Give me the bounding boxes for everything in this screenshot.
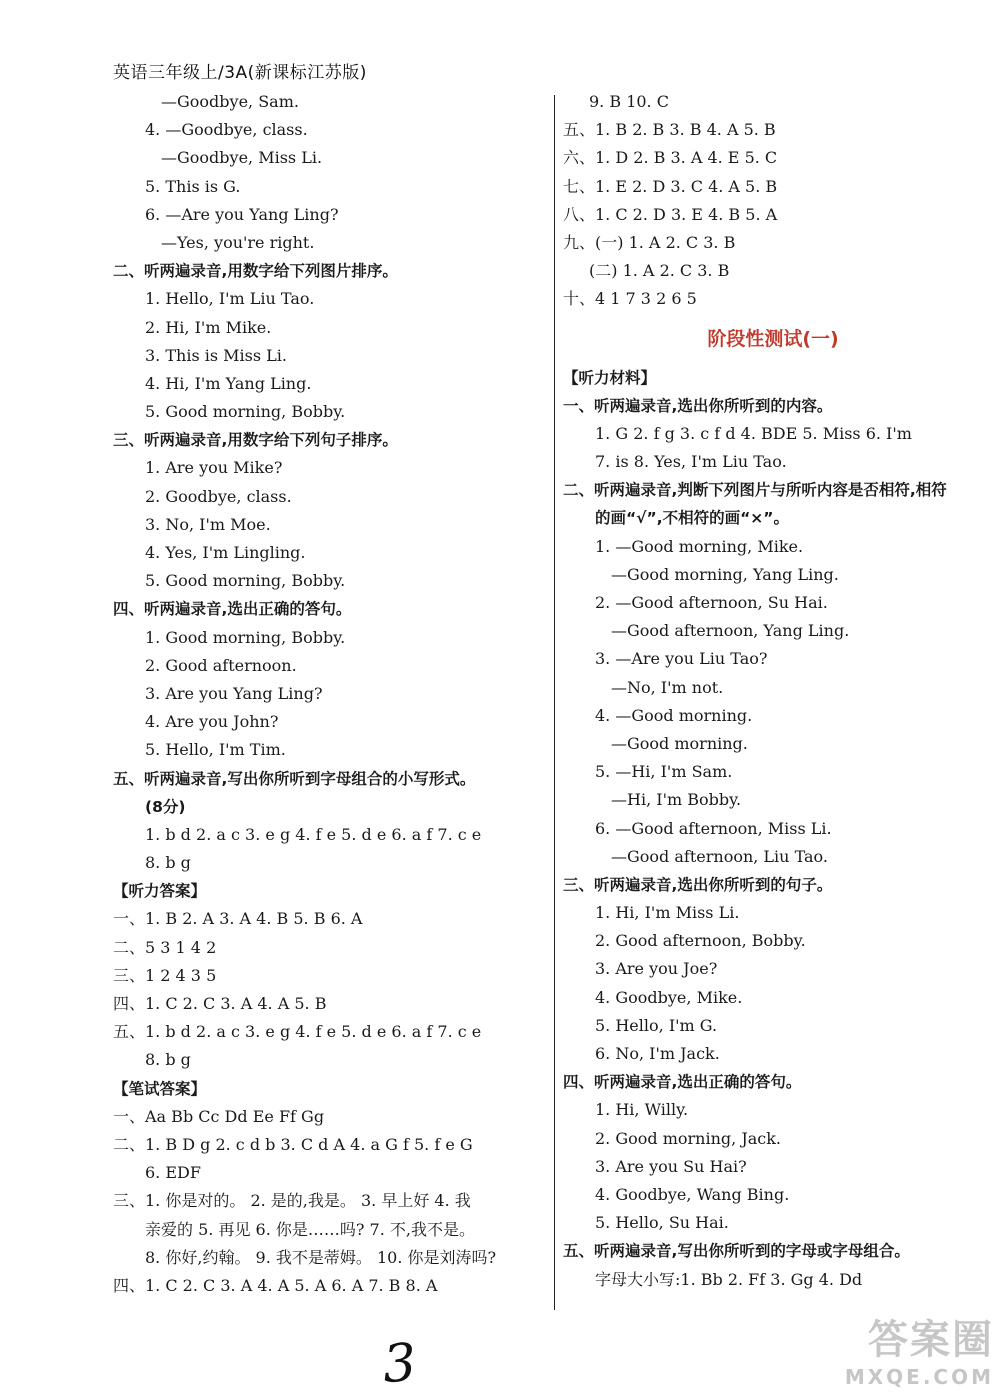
answer-line: 8. b g xyxy=(145,853,191,873)
answer-line: 字母大小写:1. Bb 2. Ff 3. Gg 4. Dd xyxy=(595,1269,863,1289)
answer-line: 四、1. C 2. C 3. A 4. A 5. A 6. A 7. B 8. A xyxy=(113,1275,438,1295)
section-heading: (8分) xyxy=(145,797,186,816)
answer-line: 6. —Are you Yang Ling? xyxy=(145,204,339,224)
answer-line: 1. —Good morning, Mike. xyxy=(595,536,804,556)
answer-line: 5. Hello, I'm Tim. xyxy=(145,740,286,760)
answer-line: 5. Hello, Su Hai. xyxy=(595,1213,729,1233)
answer-line: 2. Goodbye, class. xyxy=(145,486,292,506)
answer-line: 6. —Good afternoon, Miss Li. xyxy=(595,818,832,838)
answer-line: 亲爱的 5. 再见 6. 你是……吗? 7. 不,我不是。 xyxy=(145,1219,475,1239)
answer-line: 九、(一) 1. A 2. C 3. B xyxy=(563,232,736,252)
answer-line: 一、Aa Bb Cc Dd Ee Ff Gg xyxy=(113,1106,325,1126)
section-heading: 三、听两遍录音,用数字给下列句子排序。 xyxy=(113,431,398,450)
answer-line: 1. Good morning, Bobby. xyxy=(145,627,346,647)
section-heading: 五、听两遍录音,写出你所听到字母组合的小写形式。 xyxy=(113,769,476,788)
answer-line: 4. Yes, I'm Lingling. xyxy=(145,543,306,562)
answer-line: 6. EDF xyxy=(145,1163,201,1183)
answer-line: 4. Goodbye, Mike. xyxy=(595,987,743,1007)
answer-line: 1. b d 2. a c 3. e g 4. f e 5. d e 6. a f 7. c e xyxy=(145,824,482,844)
running-header: 英语三年级上/3A(新课标江苏版) xyxy=(113,63,367,83)
answer-line: 七、1. E 2. D 3. C 4. A 5. B xyxy=(563,176,778,196)
answer-line: 1. Hello, I'm Liu Tao. xyxy=(145,289,315,309)
answer-line: 2. —Good afternoon, Su Hai. xyxy=(595,593,828,612)
page-number: 3 xyxy=(380,1332,419,1396)
answer-line: 3. This is Miss Li. xyxy=(145,345,287,365)
answer-line: 3. —Are you Liu Tao? xyxy=(595,649,768,669)
watermark-url: MXQE.COM xyxy=(844,1365,994,1389)
answer-line: 三、1. 你是对的。 2. 是的,我是。 3. 早上好 4. 我 xyxy=(113,1191,471,1211)
answer-line: 3. No, I'm Moe. xyxy=(145,514,271,534)
answer-line: 4. Goodbye, Wang Bing. xyxy=(595,1184,790,1204)
answer-line: 3. Are you Joe? xyxy=(595,959,718,979)
answer-line: —Good morning, Yang Ling. xyxy=(611,564,839,584)
answer-line: (二) 1. A 2. C 3. B xyxy=(589,261,730,281)
answer-line: 4. Are you John? xyxy=(145,712,279,732)
answer-line: 五、1. b d 2. a c 3. e g 4. f e 5. d e 6. a f 7. c e xyxy=(113,1022,482,1042)
column-divider xyxy=(554,95,555,1310)
left-column xyxy=(113,88,548,1300)
section-heading: 五、听两遍录音,写出你所听到的字母或字母组合。 xyxy=(563,1242,910,1261)
answer-line: 5. —Hi, I'm Sam. xyxy=(595,762,733,782)
answer-line: —No, I'm not. xyxy=(611,677,724,697)
answer-line: 4. —Goodbye, class. xyxy=(145,120,308,140)
answer-line: 8. b g xyxy=(145,1050,191,1070)
answer-line: 9. B 10. C xyxy=(589,92,669,111)
answer-line: 5. Good morning, Bobby. xyxy=(145,571,346,591)
section-heading: 【听力材料】 xyxy=(563,368,657,387)
answer-line: —Good afternoon, Yang Ling. xyxy=(611,621,850,641)
section-heading: 二、听两遍录音,用数字给下列图片排序。 xyxy=(113,262,398,281)
answer-line: —Good afternoon, Liu Tao. xyxy=(611,846,828,866)
answer-line: 五、1. B 2. B 3. B 4. A 5. B xyxy=(563,120,776,140)
answer-line: 十、4 1 7 3 2 6 5 xyxy=(563,289,697,309)
answer-line: 一、1. B 2. A 3. A 4. B 5. B 6. A xyxy=(113,909,363,929)
answer-line: 六、1. D 2. B 3. A 4. E 5. C xyxy=(563,148,778,168)
answer-line: 1. Hi, I'm Miss Li. xyxy=(595,903,740,923)
section-heading: 的画“√”,不相符的画“×”。 xyxy=(595,509,789,528)
section-heading: 【听力答案】 xyxy=(113,882,207,901)
answer-line: —Goodbye, Miss Li. xyxy=(161,148,323,168)
answer-line: 八、1. C 2. D 3. E 4. B 5. A xyxy=(563,204,778,224)
answer-line: 1. Are you Mike? xyxy=(145,458,283,478)
answer-line: 2. Good morning, Jack. xyxy=(595,1128,782,1148)
answer-line: 7. is 8. Yes, I'm Liu Tao. xyxy=(595,452,787,472)
section-heading: 三、听两遍录音,选出你所听到的句子。 xyxy=(563,875,833,894)
answer-line: 6. No, I'm Jack. xyxy=(595,1044,720,1063)
section-title: 阶段性测试(一) xyxy=(707,327,839,350)
answer-line: —Yes, you're right. xyxy=(161,232,315,252)
answer-line: 3. Are you Su Hai? xyxy=(595,1156,747,1176)
watermark-text: 答案圈 xyxy=(868,1317,994,1363)
section-heading: 【笔试答案】 xyxy=(113,1079,207,1098)
right-column xyxy=(563,88,983,1294)
answer-line: —Good morning. xyxy=(611,733,748,753)
answer-line: 三、1 2 4 3 5 xyxy=(113,965,217,985)
answer-line: 四、1. C 2. C 3. A 4. A 5. B xyxy=(113,994,327,1013)
answer-line: 4. —Good morning. xyxy=(595,705,753,725)
section-heading: 四、听两遍录音,选出正确的答句。 xyxy=(563,1073,802,1092)
right-column-answers xyxy=(563,88,983,314)
answer-line: 8. 你好,约翰。 9. 我不是蒂姆。 10. 你是刘涛吗? xyxy=(145,1247,497,1267)
section-heading: 一、听两遍录音,选出你所听到的内容。 xyxy=(563,396,833,415)
answer-line: 5. This is G. xyxy=(145,176,241,196)
answer-line: 2. Hi, I'm Mike. xyxy=(145,317,272,337)
answer-line: 4. Hi, I'm Yang Ling. xyxy=(145,373,312,393)
answer-line: 5. Good morning, Bobby. xyxy=(145,402,346,422)
answer-line: 5. Hello, I'm G. xyxy=(595,1015,718,1035)
section-heading: 四、听两遍录音,选出正确的答句。 xyxy=(113,600,352,619)
answer-line: 3. Are you Yang Ling? xyxy=(145,683,323,703)
watermark-logo xyxy=(845,1308,994,1389)
answer-line: —Hi, I'm Bobby. xyxy=(611,790,742,810)
answer-line: —Goodbye, Sam. xyxy=(161,92,299,111)
answer-line: 2. Good afternoon. xyxy=(145,655,297,675)
answer-line: 二、1. B D g 2. c d b 3. C d A 4. a G f 5. f e G xyxy=(113,1134,473,1154)
answer-line: 2. Good afternoon, Bobby. xyxy=(595,931,806,951)
right-column-listening-material xyxy=(563,364,983,1294)
answer-line: 1. G 2. f g 3. c f d 4. BDE 5. Miss 6. I'm xyxy=(595,423,912,443)
section-heading: 二、听两遍录音,判断下列图片与所听内容是否相符,相符 xyxy=(563,481,947,500)
answer-line: 1. Hi, Willy. xyxy=(595,1100,689,1120)
answer-line: 二、5 3 1 4 2 xyxy=(113,937,217,957)
